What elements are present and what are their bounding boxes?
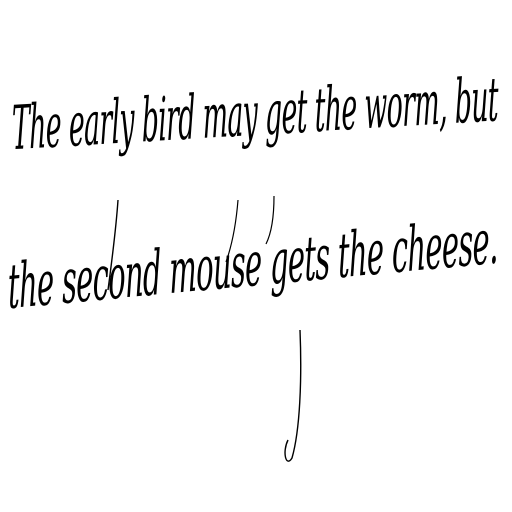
descender-stroke-gets <box>285 330 301 461</box>
handwritten-line-2: the second mouse gets the cheese. <box>7 206 499 324</box>
handwritten-line-1: The early bird may get the worm, but <box>11 63 499 164</box>
